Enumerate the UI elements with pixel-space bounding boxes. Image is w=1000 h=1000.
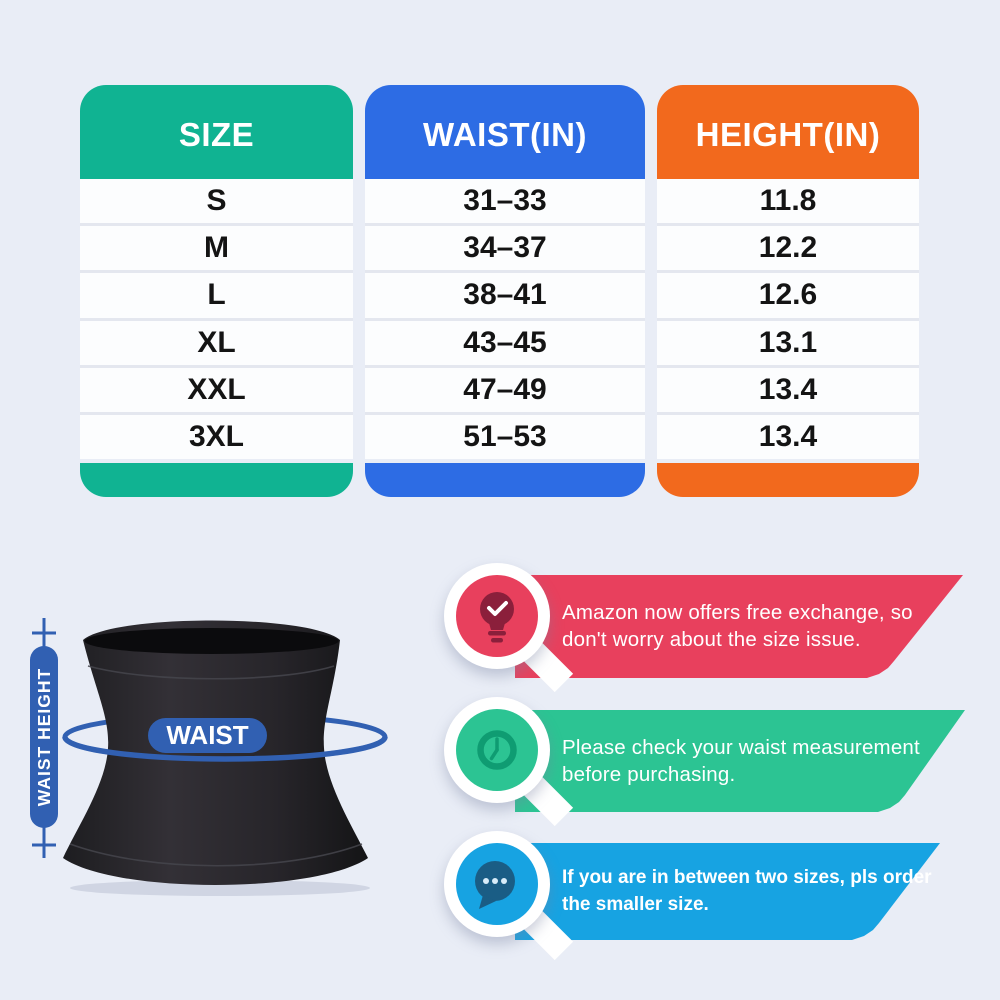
waist-height-label: WAIST HEIGHT [34,667,54,807]
table-cell: L [80,273,353,320]
clock-badge-inner [456,709,538,791]
waist-height-measure [30,618,58,858]
chat-badge [444,831,550,937]
note-text-between-sizes [562,864,932,918]
waist-column [365,85,645,497]
chat-badge-inner [456,843,538,925]
trainer-top-opening [85,628,339,654]
lightbulb-check-icon [456,575,538,657]
waist-label: WAIST [166,720,249,750]
clock-icon [456,709,538,791]
table-cell: 3XL [188,420,245,454]
table-cell: 13.1 [657,321,919,368]
table-cell: 34–37 [365,226,645,273]
table-cell: 43–45 [365,321,645,368]
waist-column-header: WAIST(IN) [365,85,645,179]
chat-icon [456,843,538,925]
table-cell: 12.2 [657,226,919,273]
table-cell: 47–49 [365,368,645,415]
note-line: Amazon now offers free exchange, so [562,601,913,624]
height-column-footer [657,463,919,497]
height-column-body [657,179,919,459]
size-column-header: SIZE [80,85,353,179]
note-line: the smaller size. [562,894,709,915]
height-column [657,85,919,497]
waist-column-footer [365,463,645,497]
note-line: If you are in between two sizes, pls order [562,867,932,888]
table-cell: 11.8 [657,179,919,226]
size-column-body [80,179,353,459]
size-column-footer [80,463,353,497]
lightbulb-badge [444,563,550,669]
note-line: before purchasing. [562,762,736,786]
table-cell: XXL [80,368,353,415]
height-column-header: HEIGHT(IN) [657,85,919,179]
size-table [80,85,919,497]
size-column [80,85,353,497]
table-cell: M [80,226,353,273]
table-cell: 12.6 [657,273,919,320]
table-cell: 13.4 [657,368,919,415]
note-text-exchange [562,600,913,653]
table-cell: 31–33 [365,179,645,226]
waist-trainer-diagram [20,600,420,900]
waist-column-body [365,179,645,459]
table-cell: 13.4 [758,420,818,454]
clock-badge [444,697,550,803]
table-cell: S [80,179,353,226]
table-cell: 51–53 [463,420,547,454]
lightbulb-badge-inner [456,575,538,657]
note-text-measure [562,735,920,788]
table-cell: 38–41 [365,273,645,320]
note-line: Please check your waist measurement [562,736,920,759]
note-line: don't worry about the size issue. [562,627,861,651]
table-cell: XL [80,321,353,368]
